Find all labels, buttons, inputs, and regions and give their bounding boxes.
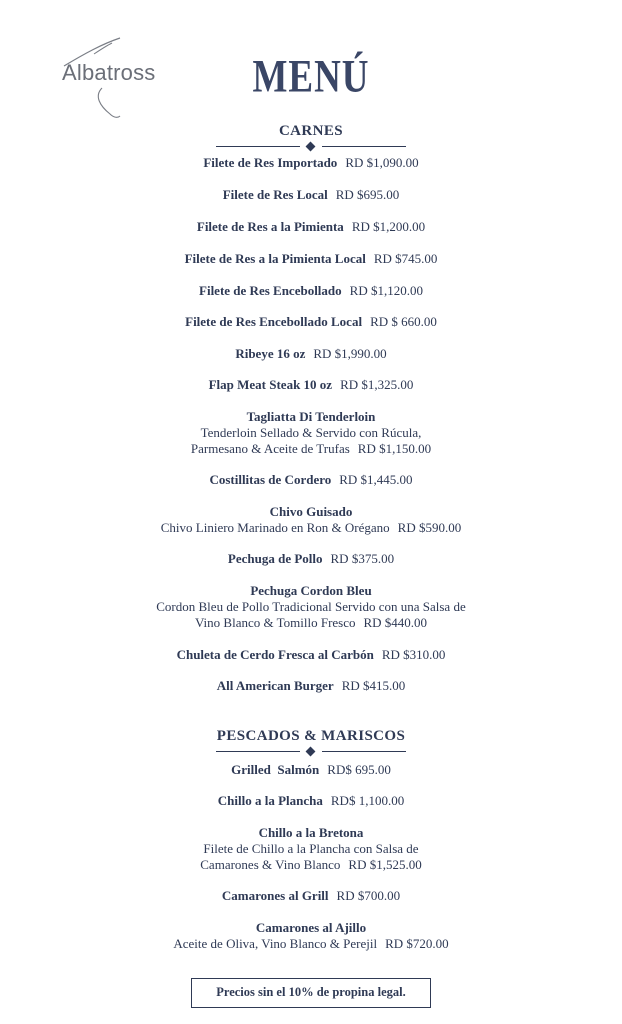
logo-text: Albatross bbox=[62, 60, 156, 85]
item-price: RD $700.00 bbox=[336, 888, 401, 903]
item-name: Pechuga de Pollo bbox=[227, 551, 323, 566]
item-price: RD $720.00 bbox=[385, 936, 449, 951]
item-name: All American Burger bbox=[216, 678, 334, 693]
menu-item bbox=[0, 888, 622, 904]
item-price: RD $1,090.00 bbox=[345, 155, 419, 170]
item-description: Camarones & Vino Blanco bbox=[200, 857, 341, 872]
item-name: Costillitas de Cordero bbox=[209, 472, 332, 487]
item-name: Ribeye 16 oz bbox=[235, 346, 306, 361]
item-name: Camarones al Ajillo bbox=[255, 920, 367, 935]
item-description: Vino Blanco & Tomillo Fresco bbox=[194, 615, 356, 630]
item-name: Filete de Res a la Pimienta bbox=[196, 219, 344, 234]
item-price: RD $1,325.00 bbox=[340, 377, 414, 392]
item-price: RD $1,120.00 bbox=[349, 283, 423, 298]
menu-item bbox=[0, 762, 622, 778]
item-description: Chivo Liniero Marinado en Ron & Orégano bbox=[160, 520, 390, 535]
section-heading: CARNES bbox=[278, 123, 344, 139]
item-name: Filete de Res Encebollado Local bbox=[185, 314, 363, 329]
item-price: RD $695.00 bbox=[335, 187, 400, 202]
menu-item bbox=[0, 251, 622, 267]
menu-item bbox=[0, 346, 622, 362]
menu-item bbox=[0, 825, 622, 873]
menu-item bbox=[0, 551, 622, 567]
item-name: Grilled Salmón bbox=[231, 762, 320, 777]
item-price: RD$ 1,100.00 bbox=[330, 793, 405, 808]
menu-item bbox=[0, 155, 622, 171]
diamond-ornament-icon bbox=[306, 747, 316, 757]
menu-item bbox=[0, 583, 622, 631]
item-name: Chillo a la Bretona bbox=[258, 825, 364, 840]
menu-item bbox=[0, 409, 622, 457]
menu-item bbox=[0, 647, 622, 663]
menu-item bbox=[0, 187, 622, 203]
item-name: Camarones al Grill bbox=[221, 888, 329, 903]
item-name: Flap Meat Steak 10 oz bbox=[208, 377, 333, 392]
item-price: RD $310.00 bbox=[381, 647, 446, 662]
menu-item bbox=[0, 377, 622, 393]
item-name: Filete de Res a la Pimienta Local bbox=[184, 251, 366, 266]
menu-item bbox=[0, 472, 622, 488]
item-name: Filete de Res Encebollado bbox=[199, 283, 342, 298]
item-price: RD$ 695.00 bbox=[327, 762, 391, 777]
menu-item bbox=[0, 283, 622, 299]
menu-item bbox=[0, 219, 622, 235]
item-price: RD $1,200.00 bbox=[351, 219, 426, 234]
item-name: Pechuga Cordon Bleu bbox=[250, 583, 372, 598]
section-divider bbox=[216, 142, 406, 152]
item-description: Tenderloin Sellado & Servido con Rúcula, bbox=[200, 425, 422, 440]
item-name: Tagliatta Di Tenderloin bbox=[246, 409, 376, 424]
item-price: RD $1,990.00 bbox=[313, 346, 387, 361]
page-title: MENÚ bbox=[252, 51, 370, 103]
diamond-ornament-icon bbox=[306, 142, 316, 152]
tip-notice: Precios sin el 10% de propina legal. bbox=[191, 978, 431, 1008]
section-pescados-header bbox=[0, 727, 622, 757]
item-description: Aceite de Oliva, Vino Blanco & Perejil bbox=[173, 936, 378, 951]
item-description: Filete de Chillo a la Plancha con Salsa de bbox=[203, 841, 419, 856]
item-name: Chillo a la Plancha bbox=[217, 793, 323, 808]
item-price: RD $590.00 bbox=[397, 520, 462, 535]
item-price: RD $375.00 bbox=[330, 551, 395, 566]
item-price: RD $1,445.00 bbox=[339, 472, 413, 487]
item-price: RD $ 660.00 bbox=[370, 314, 437, 329]
menu-item bbox=[0, 678, 622, 694]
menu-item bbox=[0, 920, 622, 952]
section-divider bbox=[216, 747, 406, 757]
item-price: RD $1,525.00 bbox=[348, 857, 422, 872]
item-description: Cordon Bleu de Pollo Tradicional Servido con una Salsa de bbox=[156, 599, 466, 614]
menu-item bbox=[0, 314, 622, 330]
item-price: RD $1,150.00 bbox=[357, 441, 432, 456]
menu-item bbox=[0, 504, 622, 536]
item-price: RD $415.00 bbox=[341, 678, 406, 693]
item-price: RD $745.00 bbox=[373, 251, 438, 266]
item-price: RD $440.00 bbox=[363, 615, 428, 630]
item-name: Filete de Res Importado bbox=[203, 155, 338, 170]
section-carnes-header bbox=[0, 122, 622, 152]
section-heading: PESCADOS & MARISCOS bbox=[216, 728, 406, 744]
item-name: Chivo Guisado bbox=[269, 504, 353, 519]
item-name: Chuleta de Cerdo Fresca al Carbón bbox=[176, 647, 374, 662]
item-description: Parmesano & Aceite de Trufas bbox=[190, 441, 350, 456]
menu-item bbox=[0, 793, 622, 809]
item-name: Filete de Res Local bbox=[222, 187, 328, 202]
